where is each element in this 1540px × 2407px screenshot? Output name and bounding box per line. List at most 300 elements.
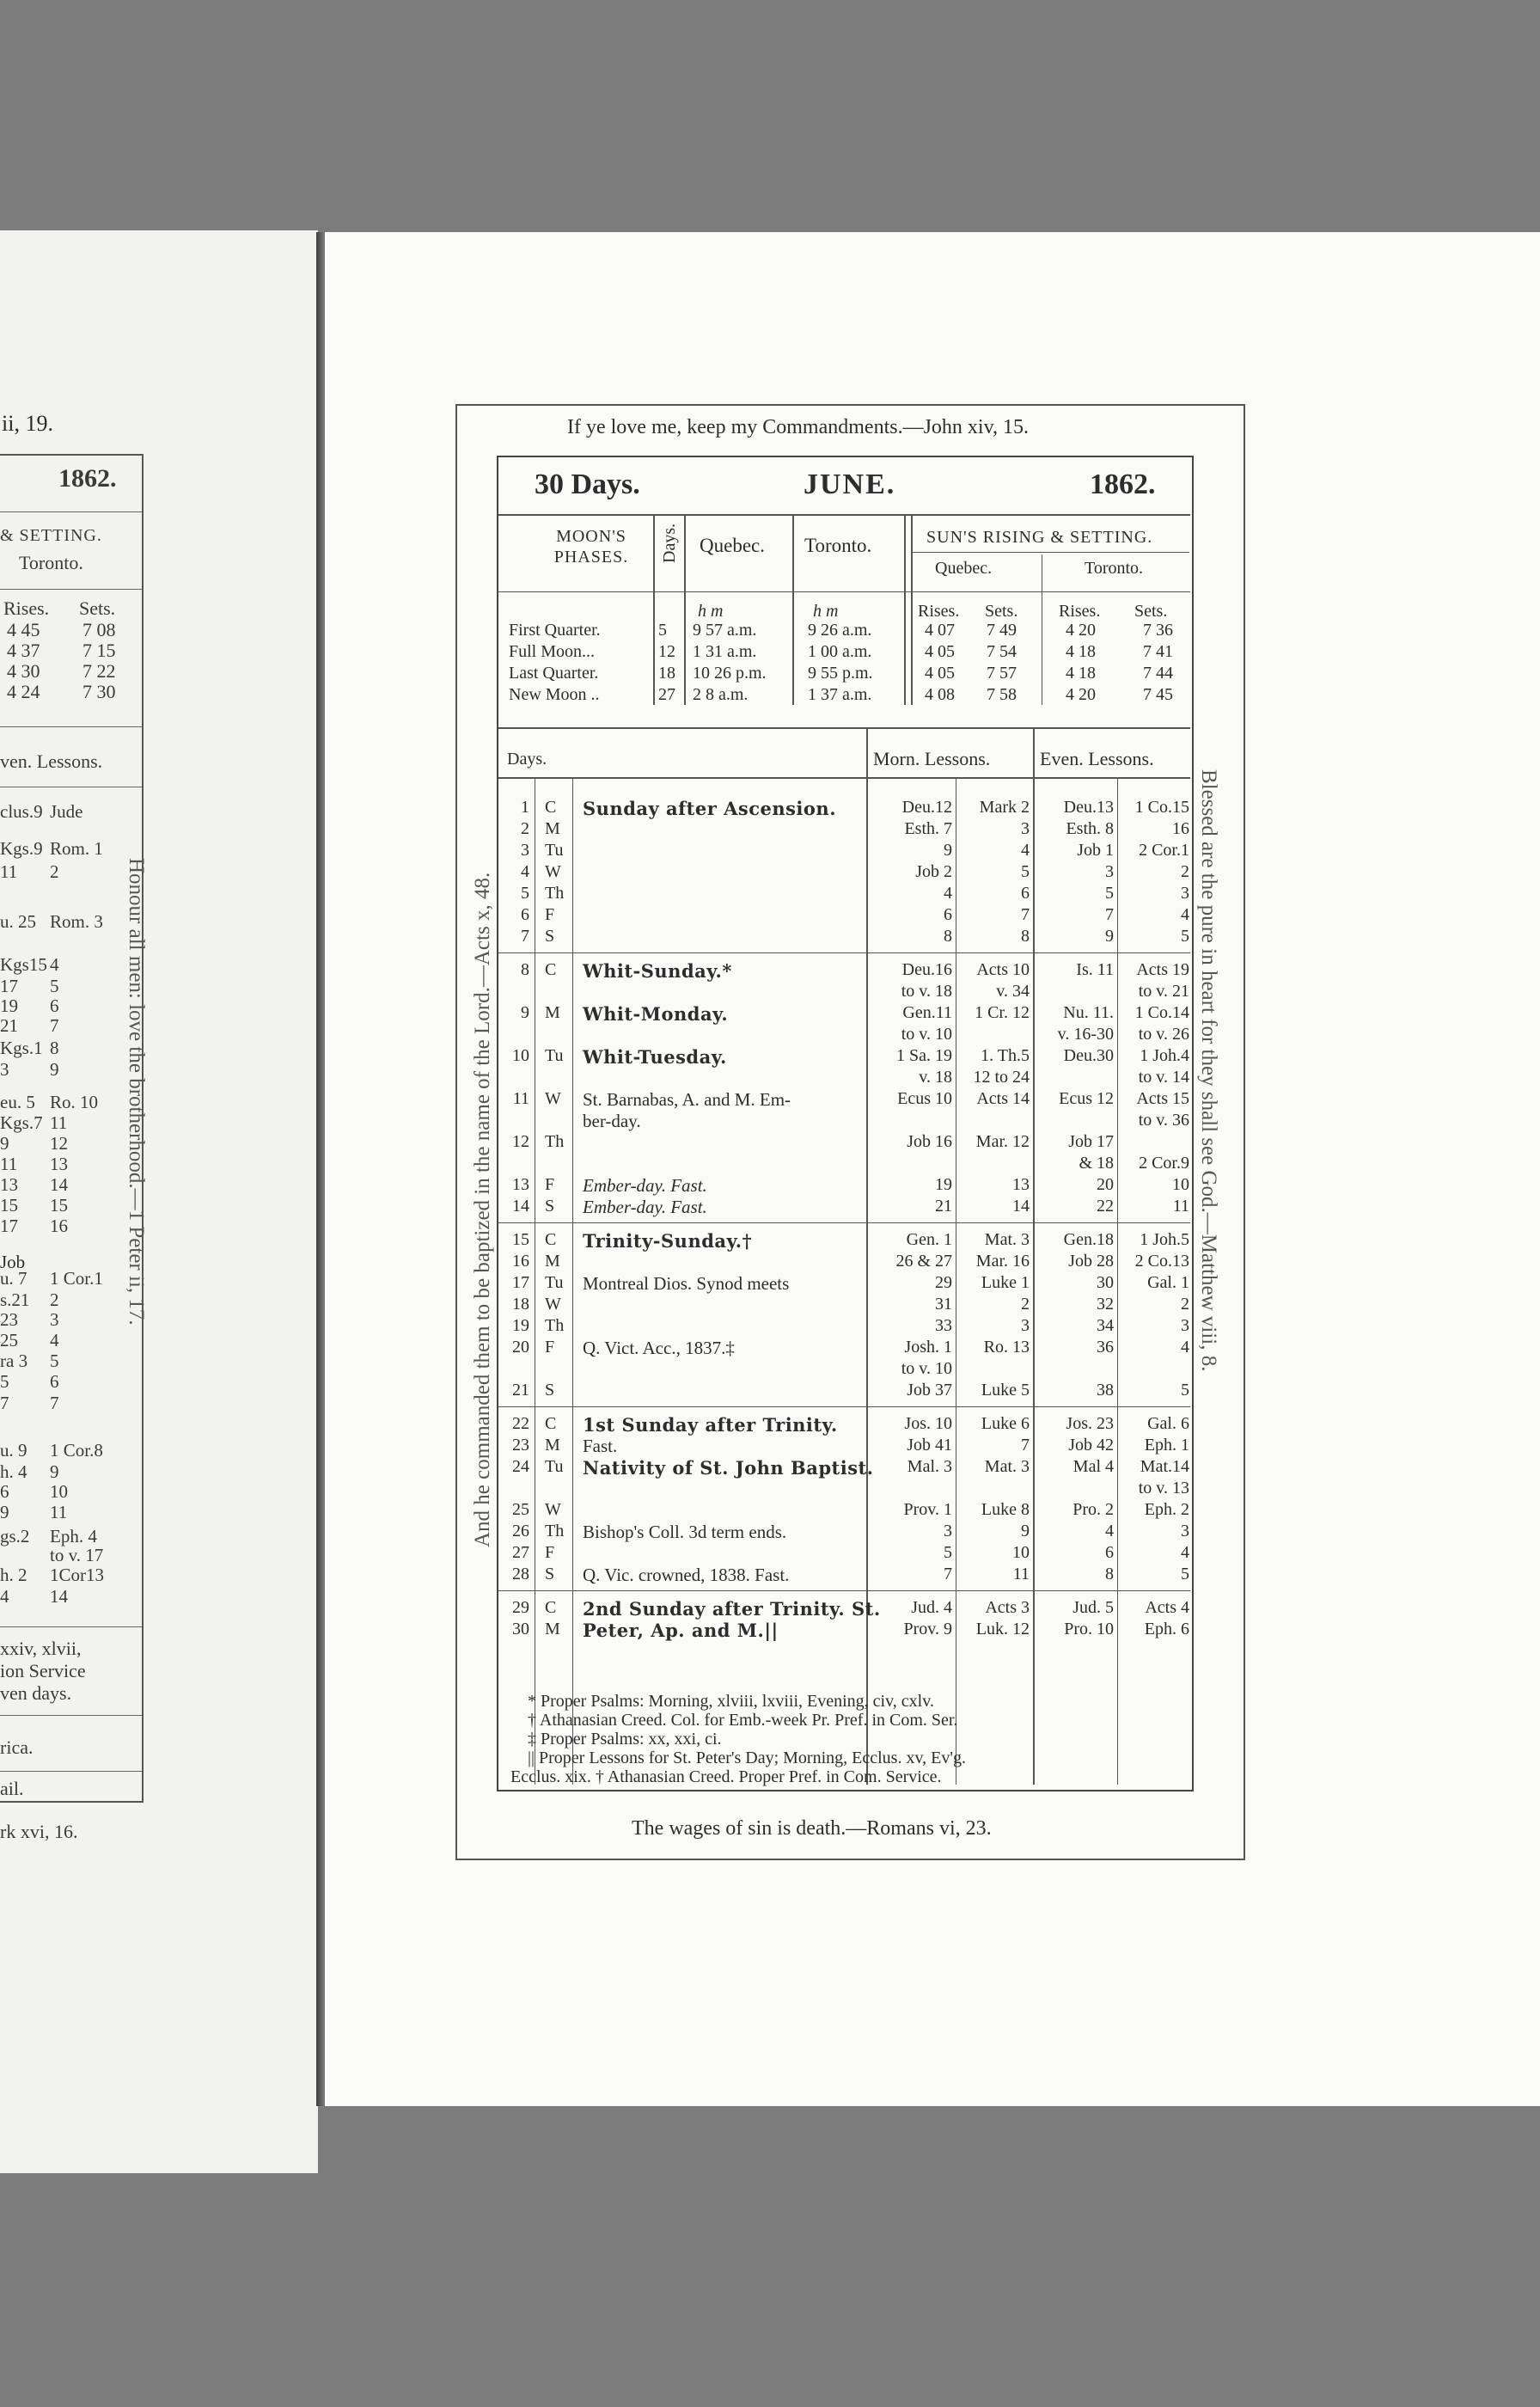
left-lesson-cell: to v. 17 (50, 1545, 104, 1565)
evening-lesson-2: 2 Cor.9 (1139, 1154, 1189, 1173)
morning-lesson-2: 1. Th.5 (981, 1046, 1030, 1065)
sets-label: Sets. (1134, 602, 1168, 621)
left-sun-cell: 4 45 (7, 619, 40, 640)
evening-lesson-2: Eph. 2 (1144, 1500, 1189, 1519)
days-heading: Days. (660, 523, 679, 563)
left-lesson-cell: 21 (0, 1015, 18, 1036)
morning-lesson-1: Deu.16 (901, 960, 952, 979)
left-lesson-cell: Kgs.9 (0, 838, 43, 859)
day-of-week: S (545, 1197, 555, 1216)
left-lessons-heading: ven. Lessons. (0, 750, 103, 772)
sun-toronto-rise: 4 20 (1066, 685, 1096, 704)
left-lesson-cell: 3 (50, 1309, 59, 1330)
day-event: Job (0, 1252, 26, 1272)
evening-lesson-2: 3 (1181, 884, 1189, 903)
day-number: 13 (512, 1175, 529, 1194)
morning-lesson-2: Acts 3 (985, 1598, 1030, 1617)
morning-lesson-2: Luke 6 (981, 1414, 1030, 1433)
evening-lesson-1: 20 (1097, 1175, 1114, 1194)
evening-lesson-2: Acts 4 (1145, 1598, 1189, 1617)
morning-lesson-2: 14 (1012, 1197, 1030, 1216)
moon-quebec-time: 10 26 p.m. (693, 664, 767, 683)
left-rule (0, 1771, 142, 1772)
left-lesson-cell: Rom. 1 (50, 838, 103, 859)
evening-lesson-2: Gal. 1 (1147, 1273, 1189, 1292)
sun-quebec-rise: 4 05 (925, 664, 955, 683)
evening-lesson-1: Job 28 (1068, 1252, 1114, 1271)
day-of-week: W (545, 862, 561, 881)
morning-lesson-1: Gen.11 (902, 1003, 952, 1022)
week-rule (498, 1222, 1190, 1223)
morning-lesson-1: Job 37 (907, 1381, 952, 1399)
morning-lesson-2: 4 (1021, 841, 1030, 860)
hm-label: h m (698, 602, 724, 621)
evening-lesson-1: 6 (1105, 1543, 1114, 1562)
left-lesson-cell: 11 (50, 1502, 68, 1522)
left-lesson-cell: Ro. 10 (50, 1092, 99, 1112)
day-event: 1st Sunday after Trinity. (583, 1414, 838, 1436)
morning-lesson-1: 19 (935, 1175, 952, 1194)
morning-lesson-2: 9 (1021, 1522, 1030, 1540)
evening-lesson-1: Pro. 10 (1064, 1620, 1114, 1638)
col-rule (792, 516, 794, 705)
left-lesson-cell: 2 (50, 861, 59, 882)
left-lesson-cell: 23 (0, 1309, 18, 1330)
left-lesson-cell: 11 (0, 861, 18, 882)
evening-lesson-2: to v. 21 (1138, 982, 1189, 1001)
day-number: 6 (521, 905, 529, 924)
sun-toronto-set: 7 41 (1143, 642, 1173, 661)
evening-lesson-1: 7 (1105, 905, 1114, 924)
left-lesson-cell: 14 (50, 1174, 68, 1195)
evening-lesson-2: 1 Joh.4 (1140, 1046, 1189, 1065)
day-of-week: F (545, 1338, 555, 1357)
sun-quebec-set: 7 49 (987, 621, 1017, 640)
day-of-week: Tu (545, 1457, 564, 1476)
day-event: Peter, Ap. and M.|| (583, 1620, 779, 1641)
top-verse: If ye love me, keep my Commandments.—John xiv, 15. (567, 416, 1030, 438)
evening-lesson-2: 5 (1181, 927, 1189, 946)
left-lesson-cell: 7 (50, 1393, 59, 1413)
moon-day: 5 (658, 621, 667, 640)
moon-toronto-time: 1 00 a.m. (808, 642, 872, 661)
evening-lesson-1: v. 16-30 (1057, 1025, 1114, 1044)
col-rule (1033, 729, 1035, 1785)
evening-lesson-1: 22 (1097, 1197, 1114, 1216)
evening-lesson-1: 36 (1097, 1338, 1114, 1357)
morning-lesson-1: 29 (935, 1273, 952, 1292)
sun-quebec-rise: 4 08 (925, 685, 955, 704)
evening-lesson-1: Deu.13 (1063, 798, 1114, 817)
day-of-week: F (545, 905, 555, 924)
day-number: 18 (512, 1295, 529, 1314)
evening-lesson-1: 38 (1097, 1381, 1114, 1399)
left-lesson-cell: 6 (50, 1371, 59, 1392)
morning-lesson-1: Prov. 1 (903, 1500, 952, 1519)
day-of-week: F (545, 1543, 555, 1562)
sun-toronto-set: 7 44 (1143, 664, 1173, 683)
left-lesson-cell: 11 (0, 1154, 18, 1174)
left-lesson-cell: 3 (0, 1059, 9, 1080)
sun-quebec-set: 7 58 (987, 685, 1017, 704)
evening-lesson-2: 4 (1181, 1543, 1189, 1562)
day-number: 3 (521, 841, 529, 860)
col-rule (572, 779, 573, 1785)
day-event: Ember-day. Fast. (583, 1175, 707, 1196)
left-lesson-cell: 11 (50, 1112, 68, 1133)
left-sun-cell: 7 15 (82, 640, 116, 661)
day-number: 28 (512, 1565, 529, 1583)
left-lesson-cell: h. 2 (0, 1565, 28, 1585)
left-lesson-cell: u. 7 (0, 1268, 28, 1289)
evening-lesson-2: 3 (1181, 1316, 1189, 1335)
evening-lesson-1: Esth. 8 (1066, 819, 1114, 838)
day-number: 29 (512, 1598, 529, 1617)
left-lesson-cell: 4 (50, 954, 59, 975)
evening-lesson-1: Ecus 12 (1059, 1089, 1114, 1108)
rule (498, 591, 1190, 592)
left-lesson-cell: 15 (50, 1195, 68, 1216)
evening-lesson-1: Job 1 (1077, 841, 1114, 860)
moon-day: 18 (658, 664, 675, 683)
day-of-week: C (545, 1414, 557, 1433)
left-year: 1862. (58, 464, 117, 493)
left-lesson-cell: 5 (50, 976, 59, 996)
sun-heading: SUN'S RISING & SETTING. (926, 528, 1153, 547)
sun-toronto-rise: 4 20 (1066, 621, 1096, 640)
evening-lesson-2: 10 (1172, 1175, 1189, 1194)
day-event: Montreal Dios. Synod meets (583, 1273, 790, 1294)
year-title: 1862. (1090, 469, 1156, 500)
sun-toronto-set: 7 45 (1143, 685, 1173, 704)
evening-lesson-1: 32 (1097, 1295, 1114, 1314)
day-event: Whit-Sunday.* (583, 960, 732, 982)
morning-lesson-2: 3 (1021, 1316, 1030, 1335)
morning-lesson-1: 4 (944, 884, 952, 903)
day-number: 27 (512, 1543, 529, 1562)
morning-lesson-1: 3 (944, 1522, 952, 1540)
day-number: 16 (512, 1252, 529, 1271)
left-rule (0, 1715, 142, 1716)
day-of-week: F (545, 1175, 555, 1194)
day-number: 26 (512, 1522, 529, 1540)
morning-lesson-1: to v. 10 (901, 1359, 952, 1378)
evening-lesson-2: 1 Joh.5 (1140, 1230, 1189, 1249)
left-lesson-cell: 7 (0, 1393, 9, 1413)
day-of-week: C (545, 1598, 557, 1617)
moon-phase: Last Quarter. (509, 664, 599, 683)
left-lesson-cell: 12 (50, 1133, 68, 1154)
footnote: Ecclus. xix. † Athanasian Creed. Proper Pref. in Com. Service. (510, 1767, 942, 1786)
evening-lesson-2: 2 (1181, 1295, 1189, 1314)
day-number: 30 (512, 1620, 529, 1638)
morning-lesson-2: 3 (1021, 819, 1030, 838)
left-sun-cell: 7 22 (82, 660, 116, 682)
left-lesson-cell: 9 (0, 1133, 9, 1154)
day-number: 8 (521, 960, 529, 979)
sun-quebec-set: 7 54 (987, 642, 1017, 661)
day-number: 5 (521, 884, 529, 903)
week-rule (498, 952, 1190, 953)
left-note: ion Service (0, 1660, 86, 1681)
day-event: Sunday after Ascension. (583, 798, 836, 819)
moon-toronto-time: 1 37 a.m. (808, 685, 872, 704)
left-lesson-cell: 5 (0, 1371, 9, 1392)
days-col-heading: Days. (507, 750, 547, 769)
morning-lesson-2: Luke 8 (981, 1500, 1030, 1519)
sun-toronto-rise: 4 18 (1066, 664, 1096, 683)
even-lessons-heading: Even. Lessons. (1040, 748, 1154, 769)
sun-toronto-heading: Toronto. (1085, 559, 1144, 578)
evening-lesson-2: 1 Co.14 (1134, 1003, 1189, 1022)
left-word: ail. (0, 1778, 24, 1799)
evening-lesson-2: 4 (1181, 1338, 1189, 1357)
right-side-verse: Blessed are the pure in heart for they shall see God.—Matthew viii, 8. (1197, 769, 1220, 1372)
evening-lesson-1: Deu.30 (1063, 1046, 1114, 1065)
day-of-week: Tu (545, 1273, 564, 1292)
morning-lesson-1: Deu.12 (901, 798, 952, 817)
morn-lessons-heading: Morn. Lessons. (873, 748, 991, 769)
moon-toronto-time: 9 26 a.m. (808, 621, 872, 640)
left-lesson-cell: Kgs15 (0, 954, 47, 975)
moon-phases-heading: MOON'S PHASES. (553, 527, 629, 567)
left-lesson-cell: eu. 5 (0, 1092, 35, 1112)
col-rule (911, 516, 913, 705)
sun-quebec-rise: 4 05 (925, 642, 955, 661)
left-sun-cell: 4 37 (7, 640, 40, 661)
left-sun-cell: 4 24 (7, 681, 40, 702)
evening-lesson-2: 2 (1181, 862, 1189, 881)
left-sun-cell: 7 08 (82, 619, 116, 640)
evening-lesson-2: Gal. 6 (1147, 1414, 1189, 1433)
left-lesson-cell: 5 (50, 1350, 59, 1371)
morning-lesson-1: to v. 18 (901, 982, 952, 1001)
left-lesson-cell: ra 3 (0, 1350, 28, 1371)
left-lesson-cell: 19 (0, 995, 18, 1016)
morning-lesson-2: Luk. 12 (975, 1620, 1030, 1638)
day-of-week: S (545, 1565, 555, 1583)
day-number: 22 (512, 1414, 529, 1433)
sun-quebec-rise: 4 07 (925, 621, 955, 640)
col-rule (866, 729, 868, 1785)
left-lesson-cell: Kgs.1 (0, 1038, 43, 1058)
evening-lesson-2: Eph. 6 (1144, 1620, 1189, 1638)
day-event: Fast. (583, 1436, 618, 1456)
evening-lesson-1: Is. 11 (1076, 960, 1114, 979)
left-lesson-cell: clus.9 (0, 801, 43, 822)
day-of-week: W (545, 1500, 561, 1519)
day-of-week: W (545, 1295, 561, 1314)
evening-lesson-2: 2 Cor.1 (1139, 841, 1189, 860)
morning-lesson-2: v. 34 (996, 982, 1030, 1001)
left-lesson-cell: 10 (50, 1481, 68, 1502)
day-of-week: S (545, 927, 555, 946)
morning-lesson-1: Jos. 10 (904, 1414, 952, 1433)
day-of-week: M (545, 1436, 560, 1455)
left-lesson-cell: 1Cor13 (50, 1565, 104, 1585)
morning-lesson-1: 1 Sa. 19 (896, 1046, 952, 1065)
morning-lesson-1: 21 (935, 1197, 952, 1216)
day-number: 17 (512, 1273, 529, 1292)
moon-day: 27 (658, 685, 675, 704)
evening-lesson-2: 16 (1172, 819, 1189, 838)
evening-lesson-1: Nu. 11. (1063, 1003, 1114, 1022)
rises-label: Rises. (918, 602, 960, 621)
day-event: Whit-Monday. (583, 1003, 729, 1025)
morning-lesson-1: 6 (944, 905, 952, 924)
morning-lesson-1: 9 (944, 841, 952, 860)
left-lesson-cell: Kgs.7 (0, 1112, 43, 1133)
morning-lesson-2: 6 (1021, 884, 1030, 903)
day-of-week: M (545, 819, 560, 838)
day-of-week: Th (545, 1522, 565, 1540)
morning-lesson-2: Acts 14 (976, 1089, 1030, 1108)
morning-lesson-1: Jud. 4 (911, 1598, 952, 1617)
day-event: Nativity of St. John Baptist. (583, 1457, 874, 1479)
left-lesson-cell: 17 (0, 1216, 18, 1236)
rule (498, 727, 1190, 729)
left-lesson-cell: 4 (0, 1586, 9, 1607)
left-lesson-cell: 15 (0, 1195, 18, 1216)
left-lesson-cell: u. 25 (0, 911, 36, 932)
rule (498, 514, 1190, 516)
moon-quebec-time: 1 31 a.m. (693, 642, 757, 661)
morning-lesson-1: Ecus 10 (897, 1089, 952, 1108)
left-lesson-cell: 13 (50, 1154, 68, 1174)
morning-lesson-1: 33 (935, 1316, 952, 1335)
morning-lesson-2: Mat. 3 (984, 1230, 1030, 1249)
evening-lesson-2: Eph. 1 (1144, 1436, 1189, 1455)
evening-lesson-1: Jos. 23 (1066, 1414, 1114, 1433)
rule (913, 552, 1189, 553)
left-footer: rk xvi, 16. (0, 1821, 78, 1842)
left-lesson-cell: 13 (0, 1174, 18, 1195)
left-lesson-cell: 16 (50, 1216, 68, 1236)
morning-lesson-2: Mar. 16 (975, 1252, 1030, 1271)
left-word: rica. (0, 1736, 34, 1758)
left-rule (0, 511, 142, 512)
day-of-week: M (545, 1620, 560, 1638)
morning-lesson-2: 8 (1021, 927, 1030, 946)
morning-lesson-1: Job 2 (915, 862, 952, 881)
footnote: * Proper Psalms: Morning, xlviii, lxviii, Evening, civ, cxlv. (528, 1692, 934, 1711)
morning-lesson-1: 31 (935, 1295, 952, 1314)
day-number: 20 (512, 1338, 529, 1357)
day-number: 7 (521, 927, 529, 946)
left-sun-col: Sets. (79, 597, 116, 619)
day-event: St. Barnabas, A. and M. Em- (583, 1089, 791, 1110)
morning-lesson-1: Job 16 (907, 1132, 952, 1151)
morning-lesson-1: Prov. 9 (903, 1620, 952, 1638)
days-count: 30 Days. (535, 469, 640, 500)
moon-quebec-time: 9 57 a.m. (693, 621, 757, 640)
day-of-week: Th (545, 1132, 565, 1151)
day-of-week: Tu (545, 841, 564, 860)
day-event: Trinity-Sunday.† (583, 1230, 753, 1252)
rises-label: Rises. (1059, 602, 1101, 621)
morning-lesson-1: 5 (944, 1543, 952, 1562)
day-event: Ember-day. Fast. (583, 1197, 707, 1217)
morning-lesson-2: Luke 5 (981, 1381, 1030, 1399)
hm-label: h m (813, 602, 839, 621)
quebec-heading: Quebec. (700, 535, 765, 556)
left-page-header: ii, 19. (2, 411, 53, 436)
day-event: Bishop's Coll. 3d term ends. (583, 1522, 787, 1542)
morning-lesson-2: 2 (1021, 1295, 1030, 1314)
evening-lesson-1: Job 42 (1068, 1436, 1114, 1455)
left-rule (0, 1626, 142, 1627)
sun-toronto-rise: 4 18 (1066, 642, 1096, 661)
morning-lesson-1: Esth. 7 (904, 819, 952, 838)
evening-lesson-1: 8 (1105, 1565, 1114, 1583)
moon-phase: First Quarter. (509, 621, 601, 640)
day-of-week: C (545, 1230, 557, 1249)
left-note: ven days. (0, 1682, 72, 1704)
left-lesson-cell: h. 4 (0, 1461, 28, 1482)
day-number: 10 (512, 1046, 529, 1065)
left-lesson-cell: gs.2 (0, 1526, 30, 1546)
day-event: 2nd Sunday after Trinity. St. (583, 1598, 881, 1620)
evening-lesson-1: & 18 (1079, 1154, 1114, 1173)
footnote: † Athanasian Creed. Col. for Emb.-week Pr. Pref. in Com. Ser. (528, 1711, 958, 1730)
evening-lesson-1: Mal 4 (1072, 1457, 1114, 1476)
day-of-week: Th (545, 1316, 565, 1335)
left-lesson-cell: 17 (0, 976, 18, 996)
day-number: 21 (512, 1381, 529, 1399)
col-rule (653, 516, 655, 705)
evening-lesson-2: to v. 13 (1138, 1479, 1189, 1497)
morning-lesson-2: 11 (1012, 1565, 1030, 1583)
day-of-week: C (545, 960, 557, 979)
evening-lesson-2: 2 Co.13 (1134, 1252, 1189, 1271)
col-rule (904, 516, 906, 705)
evening-lesson-1: 5 (1105, 884, 1114, 903)
morning-lesson-1: Mal. 3 (907, 1457, 952, 1476)
left-rule (0, 589, 142, 590)
morning-lesson-1: 26 & 27 (895, 1252, 952, 1271)
morning-lesson-2: 10 (1012, 1543, 1030, 1562)
day-of-week: C (545, 798, 557, 817)
morning-lesson-1: v. 18 (919, 1068, 952, 1087)
morning-lesson-2: Luke 1 (981, 1273, 1030, 1292)
morning-lesson-2: Acts 10 (976, 960, 1030, 979)
evening-lesson-2: 4 (1181, 905, 1189, 924)
left-sun-col: Rises. (3, 597, 50, 619)
footnote: || Proper Lessons for St. Peter's Day; Morning, Ecclus. xv, Ev'g. (528, 1749, 966, 1767)
day-event: Whit-Tuesday. (583, 1046, 727, 1068)
morning-lesson-1: Job 41 (907, 1436, 952, 1455)
left-lesson-cell: 2 (50, 1289, 59, 1310)
left-lesson-cell: s.21 (0, 1289, 30, 1310)
left-lesson-cell: Rom. 3 (50, 911, 103, 932)
evening-lesson-1: 4 (1105, 1522, 1114, 1540)
left-side-verse: Honour all men: love the brotherhood.—1 Peter ii, 17. (125, 858, 148, 1326)
day-number: 4 (521, 862, 529, 881)
left-side-verse: And he commanded them to be baptized in the name of the Lord.—Acts x, 48. (471, 872, 494, 1547)
left-lesson-cell: 9 (50, 1059, 59, 1080)
day-number: 2 (521, 819, 529, 838)
evening-lesson-1: Pro. 2 (1072, 1500, 1114, 1519)
day-event: Q. Vic. crowned, 1838. Fast. (583, 1565, 790, 1585)
left-lesson-cell: 25 (0, 1330, 18, 1350)
bottom-verse: The wages of sin is death.—Romans vi, 23. (632, 1817, 992, 1840)
moon-toronto-time: 9 55 p.m. (808, 664, 873, 683)
col-rule (684, 516, 686, 705)
left-lesson-cell: 1 Cor.8 (50, 1440, 103, 1461)
day-number: 15 (512, 1230, 529, 1249)
left-lesson-cell: 1 Cor.1 (50, 1268, 103, 1289)
evening-lesson-2: Acts 15 (1136, 1089, 1189, 1108)
